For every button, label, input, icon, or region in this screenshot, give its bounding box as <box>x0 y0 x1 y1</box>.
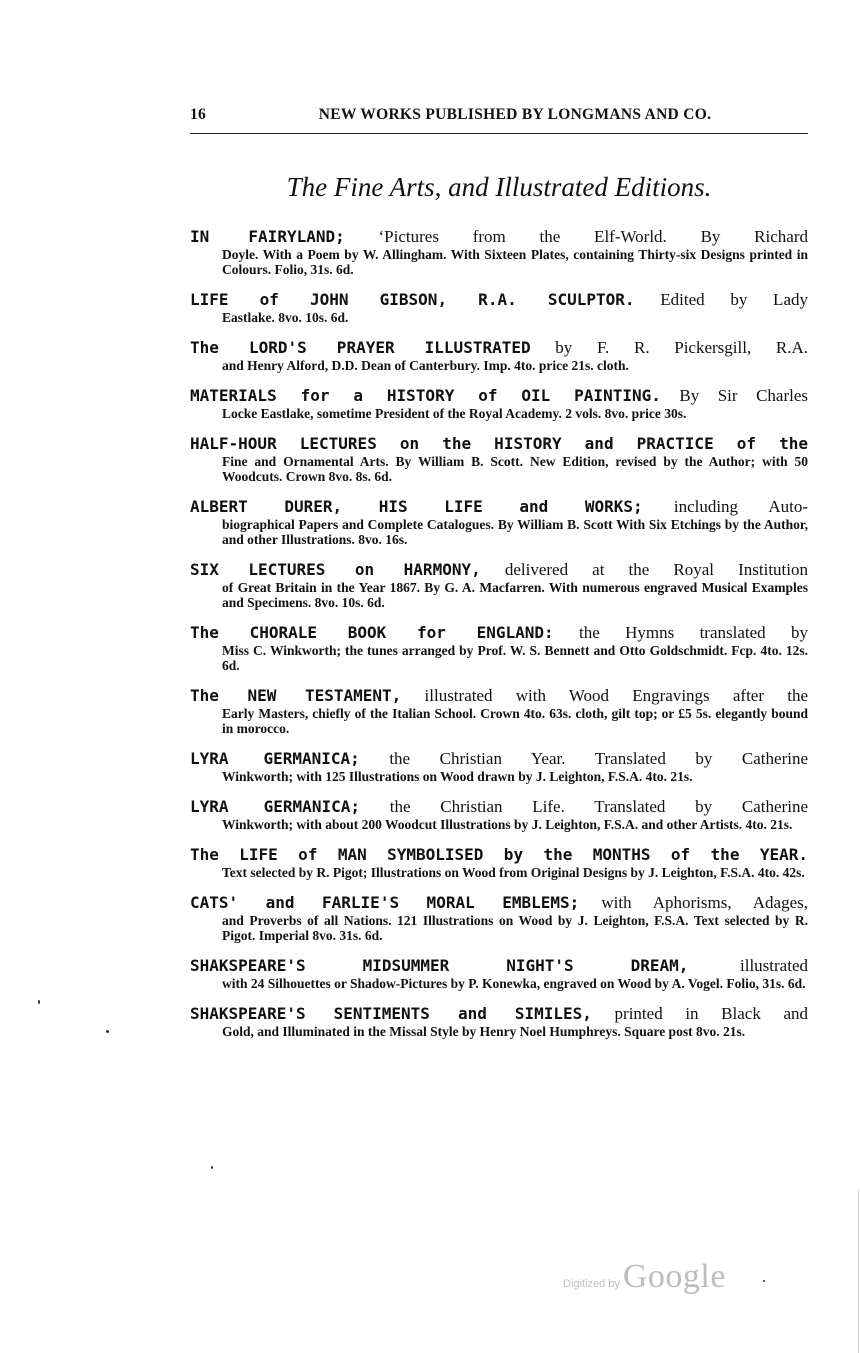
section-title: The Fine Arts, and Illustrated Editions. <box>286 172 712 202</box>
running-title: NEW WORKS PUBLISHED BY LONGMANS AND CO. <box>318 106 712 123</box>
entry-first-line <box>190 559 808 580</box>
entry-first-line <box>190 496 808 517</box>
entry-description: Early Masters, chiefly of the Italian School. Crown 4to. 63s. cloth, gilt top; or £5 5s. elegantly bound in morocco. <box>222 706 808 736</box>
catalog-entry <box>190 1003 808 1039</box>
google-watermark <box>563 1258 726 1296</box>
entry-first-line <box>190 844 808 865</box>
entry-first-line <box>190 226 808 247</box>
entry-first-line <box>190 289 808 310</box>
entry-description: Eastlake. 8vo. 10s. 6d. <box>222 310 349 325</box>
entry-title-continuation: Edited by Lady <box>634 290 808 309</box>
entry-title: The CHORALE BOOK for ENGLAND: <box>190 623 554 642</box>
catalog-entry <box>190 955 808 991</box>
entry-first-line <box>190 433 808 454</box>
entry-description: Doyle. With a Poem by W. Allingham. With Sixteen Plates, containing Thirty-six Designs printed in Colours. Folio, 31s. 6d. <box>222 247 808 277</box>
entry-description: Locke Eastlake, sometime President of the Royal Academy. 2 vols. 8vo. price 30s. <box>222 406 687 421</box>
entry-description: Winkworth; with 125 Illustrations on Wood drawn by J. Leighton, F.S.A. 4to. 21s. <box>222 769 693 784</box>
entry-title-continuation: the Hymns translated by <box>553 623 808 642</box>
page-number: 16 <box>190 106 207 123</box>
catalog-entry <box>190 496 808 547</box>
entry-title: The NEW TESTAMENT, <box>190 686 402 705</box>
catalog-entry <box>190 622 808 673</box>
ink-speck <box>211 1166 213 1169</box>
entry-title-continuation: illustrated with Wood Engravings after the <box>401 686 808 705</box>
entry-description: and Proverbs of all Nations. 121 Illustrations on Wood by J. Leighton, F.S.A. Text selected by R. Pigot. Imperial 8vo. 31s. 6d. <box>222 913 808 943</box>
entry-title-continuation: by F. R. Pickersgill, R.A. <box>530 338 808 357</box>
catalog-entry <box>190 844 808 880</box>
entry-title: IN FAIRYLAND; <box>190 227 345 246</box>
entry-title-continuation: including Auto- <box>642 497 808 516</box>
scan-edge <box>858 1190 859 1353</box>
entry-first-line <box>190 955 808 976</box>
entry-description: Text selected by R. Pigot; Illustrations on Wood from Original Designs by J. Leighton, F.S.A. 4to. 42s. <box>222 865 805 880</box>
entry-first-line <box>190 385 808 406</box>
entry-title-continuation: delivered at the Royal Institution <box>480 560 809 579</box>
entry-first-line <box>190 892 808 913</box>
entry-title-continuation: By Sir Charles <box>660 386 809 405</box>
catalog-entry <box>190 289 808 325</box>
entry-description: Winkworth; with about 200 Woodcut Illustrations by J. Leighton, F.S.A. and other Artists. 4to. 21s. <box>222 817 793 832</box>
entry-title-continuation: ‘Pictures from the Elf-World. By Richard <box>344 227 808 246</box>
catalog-entry <box>190 796 808 832</box>
entry-title-continuation: printed in Black and <box>591 1004 809 1023</box>
entry-description: Fine and Ornamental Arts. By William B. Scott. New Edition, revised by the Author; with 50 Woodcuts. Crown 8vo. 8s. 6d. <box>222 454 808 484</box>
entry-title: The LORD'S PRAYER ILLUSTRATED <box>190 338 531 357</box>
running-head <box>190 106 810 124</box>
header-rule <box>190 133 808 134</box>
entry-title: ALBERT DURER, HIS LIFE and WORKS; <box>190 497 643 516</box>
catalog-entry <box>190 559 808 610</box>
catalog-entry <box>190 892 808 943</box>
entry-title: CATS' and FARLIE'S MORAL EMBLEMS; <box>190 893 580 912</box>
entry-description: and Henry Alford, D.D. Dean of Canterbury. Imp. 4to. price 21s. cloth. <box>222 358 629 373</box>
catalog-entry <box>190 748 808 784</box>
entry-title: LYRA GERMANICA; <box>190 797 360 816</box>
entry-title: SHAKSPEARE'S MIDSUMMER NIGHT'S DREAM, <box>190 956 689 975</box>
google-logo: Google <box>622 1258 726 1295</box>
catalog-entry <box>190 337 808 373</box>
entry-title: HALF-HOUR LECTURES on the HISTORY and PRACTICE of the <box>190 434 808 453</box>
entry-title-continuation: with Aphorisms, Adages, <box>579 893 808 912</box>
catalog-entry <box>190 685 808 736</box>
ink-speck <box>763 1280 765 1282</box>
entry-title: MATERIALS for a HISTORY of OIL PAINTING. <box>190 386 661 405</box>
ink-speck <box>106 1030 109 1033</box>
watermark-prefix: Digitized by <box>563 1278 620 1290</box>
entry-title-continuation: the Christian Life. Translated by Catherine <box>359 797 808 816</box>
entry-first-line <box>190 1003 808 1024</box>
entry-first-line <box>190 796 808 817</box>
entry-description: Gold, and Illuminated in the Missal Style by Henry Noel Humphreys. Square post 8vo. 21s. <box>222 1024 746 1039</box>
entry-first-line <box>190 748 808 769</box>
entry-list <box>190 226 808 1051</box>
entry-first-line <box>190 337 808 358</box>
entry-title-continuation: illustrated <box>688 956 808 975</box>
entry-title: SHAKSPEARE'S SENTIMENTS and SIMILES, <box>190 1004 592 1023</box>
entry-title-continuation: the Christian Year. Translated by Catherine <box>359 749 808 768</box>
entry-description: biographical Papers and Complete Catalogues. By William B. Scott With Six Etchings by the Author, and other Illustrations. 8vo. 16s. <box>222 517 808 547</box>
entry-description: Miss C. Winkworth; the tunes arranged by Prof. W. S. Bennett and Otto Goldschmidt. Fcp. 4to. 12s. 6d. <box>222 643 808 673</box>
entry-title: The LIFE of MAN SYMBOLISED by the MONTHS of the YEAR. <box>190 845 808 864</box>
entry-first-line <box>190 685 808 706</box>
entry-description: with 24 Silhouettes or Shadow-Pictures by P. Konewka, engraved on Wood by A. Vogel. Folio, 31s. 6d. <box>222 976 806 991</box>
entry-first-line <box>190 622 808 643</box>
entry-description: of Great Britain in the Year 1867. By G. A. Macfarren. With numerous engraved Musical Examples and Specimens. 8vo. 10s. 6d. <box>222 580 808 610</box>
catalog-entry <box>190 385 808 421</box>
catalog-entry <box>190 226 808 277</box>
catalog-entry <box>190 433 808 484</box>
entry-title: SIX LECTURES on HARMONY, <box>190 560 481 579</box>
entry-title: LYRA GERMANICA; <box>190 749 360 768</box>
ink-speck <box>38 1000 40 1004</box>
entry-title: LIFE of JOHN GIBSON, R.A. SCULPTOR. <box>190 290 635 309</box>
